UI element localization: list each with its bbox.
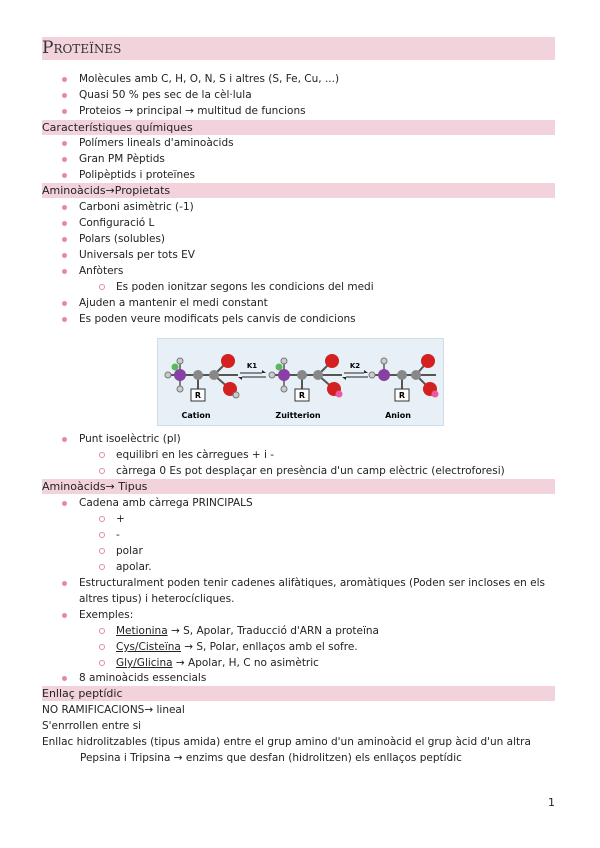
bullet-icon (62, 157, 67, 162)
bullet-icon (62, 501, 67, 506)
section-heading-tipus: Aminoàcids→ Tipus (42, 479, 555, 494)
circle-bullet-icon (99, 660, 105, 666)
k1-label: K1 (246, 362, 258, 370)
circle-bullet-icon (99, 452, 105, 458)
amino-acid-ionization-figure (157, 338, 444, 426)
circle-bullet-icon (99, 564, 105, 570)
zwitterion-molecule (269, 354, 343, 401)
bullet-icon (62, 221, 67, 226)
zwitterion-label: Zuitterion (275, 411, 321, 420)
bullet-icon (62, 77, 67, 82)
circle-bullet-icon (99, 516, 105, 522)
equilibrium-arrow-k1 (238, 362, 266, 380)
circle-bullet-icon (99, 628, 105, 634)
example-name: Cys/Cisteïna (116, 641, 181, 653)
circle-bullet-icon (99, 284, 105, 290)
text-line: Enllac hidrolitzables (tipus amida) entre el grup amino d'un aminoàcid el grup àcid d'un altra (42, 736, 531, 748)
r-group-label: R (194, 391, 202, 400)
cation-label: Cation (181, 411, 211, 420)
document-page: Proteïnes Molècules amb C, H, O, N, S i altres (S, Fe, Cu, ...) Quasi 50 % pes sec de la cèl·lula Proteios → principal → multitud de funcions Característiques químiques Polímers lineals d'aminoàcids Gran PM Pèptids Polipèptids i proteïnes Aminoàcids→Propietats Carboni asimètric (-1) Configuració L Polars (solubles) Universals per tots EV Anfòters Es poden ionitzar segons les condicions del medi Ajuden a mantenir el medi constant Es poden veure modificats pels canvis de condicions R K1 R K2 R Cation Zuitterion Anion Punt isoelèctric (pI) equilibri en les càrregues + i - càrrega 0 Es pot desplaçar en presència d'un camp elèctric (electroforesi) Aminoàcids→ Tipus Cadena amb càrrega PRINCIPALS + - polar apolar. Estructuralment poden tenir cadenes alifàtiques, aromàtiques (Poden ser incloses en els altres tipus) i heterocícliques. Exemples: Metionina → S, Apolar, Traducció d'ARN a proteïna Cys/Cisteïna → S, Polar, enllaços amb el sofre. Gly/Glicina → Apolar, H, C no asimètric 8 aminoàcids essencials Enllaç peptídic NO RAMIFICACIONS→ lineal S'enrrollen entre si Enllac hidrolitzables (tipus amida) entre el grup amino d'un aminoàcid el grup àcid d'un altra Pepsina i Tripsina → enzims que desfan (hidrolitzen) els enllaços peptídic 1 (42, 38, 555, 809)
text-line-indented: Pepsina i Tripsina → enzims que desfan (hidrolitzen) els enllaços peptídic (80, 752, 462, 764)
section-heading-enllac: Enllaç peptídic (42, 686, 555, 701)
bullet-icon (62, 301, 67, 306)
bullet-icon (62, 173, 67, 178)
r-group-label: R (398, 391, 406, 400)
bullet-icon (62, 581, 67, 586)
equilibrium-arrow-k2 (342, 362, 368, 380)
section-heading-quimiques: Característiques químiques (42, 120, 555, 135)
bullet-icon (62, 437, 67, 442)
circle-bullet-icon (99, 644, 105, 650)
ionization-diagram (158, 339, 443, 425)
bullet-icon (62, 93, 67, 98)
bullet-icon (62, 237, 67, 242)
page-title: Proteïnes (42, 37, 555, 60)
page-number: 1 (548, 796, 555, 809)
circle-bullet-icon (99, 548, 105, 554)
example-name: Gly/Glicina (116, 657, 173, 669)
bullet-icon (62, 253, 67, 258)
text-line: NO RAMIFICACIONS→ lineal (42, 704, 185, 716)
list-item-continuation: altres tipus) i heterocícliques. (79, 593, 235, 605)
bullet-icon (62, 141, 67, 146)
bullet-icon (62, 613, 67, 618)
anion-molecule (369, 354, 439, 401)
bullet-icon (62, 676, 67, 681)
bullet-icon (62, 109, 67, 114)
bullet-icon (62, 269, 67, 274)
example-name: Metionina (116, 625, 168, 637)
circle-bullet-icon (99, 468, 105, 474)
anion-label: Anion (385, 411, 411, 420)
circle-bullet-icon (99, 532, 105, 538)
r-group-label: R (298, 391, 306, 400)
cation-molecule (165, 354, 239, 401)
bullet-icon (62, 205, 67, 210)
k2-label: K2 (349, 362, 361, 370)
section-heading-propietats: Aminoàcids→Propietats (42, 183, 555, 198)
text-line: S'enrrollen entre si (42, 720, 142, 732)
bullet-icon (62, 317, 67, 322)
